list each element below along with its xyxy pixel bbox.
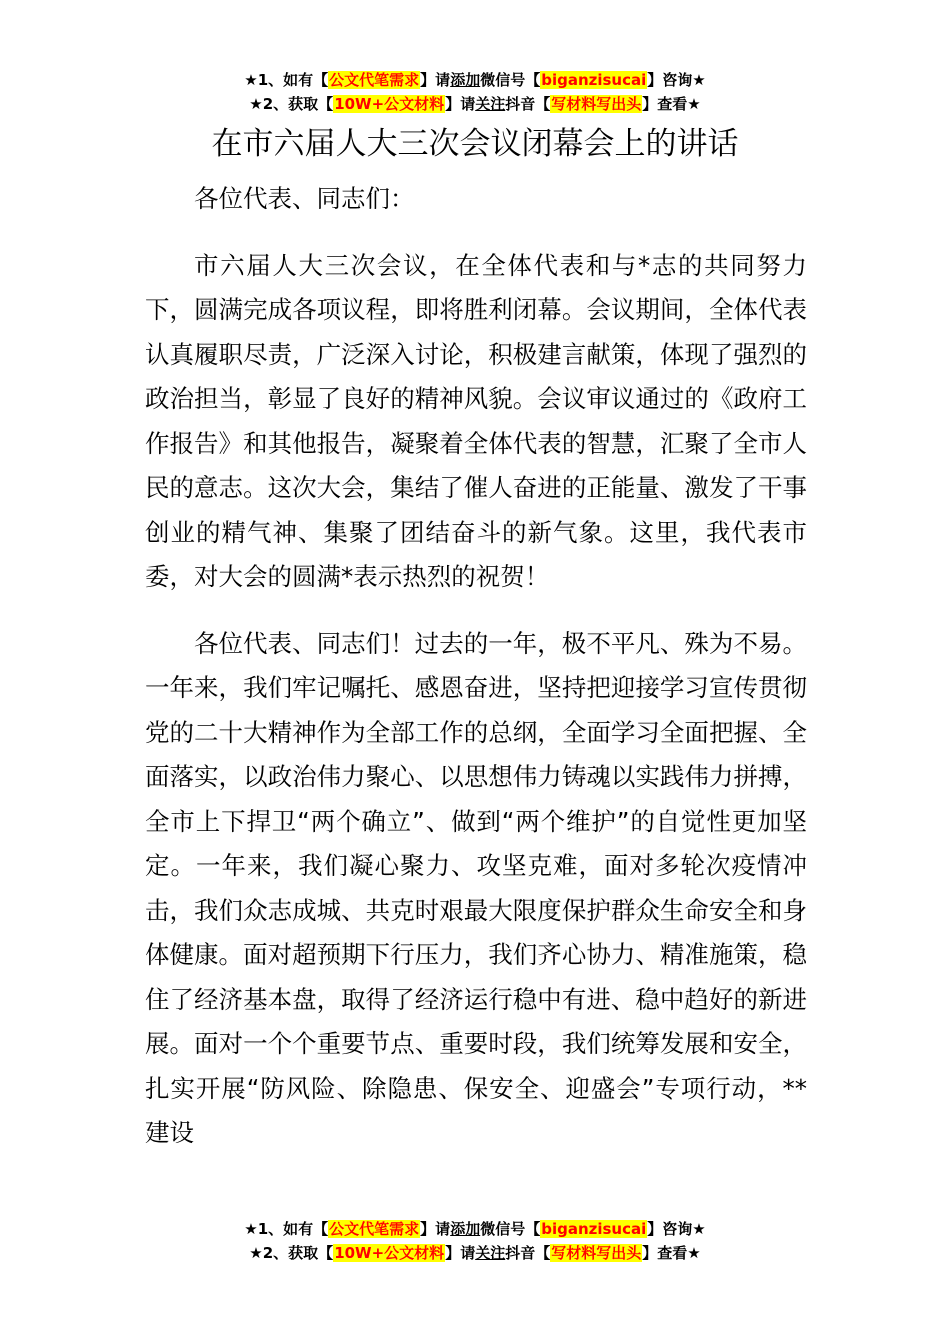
paragraph: 市六届人大三次会议，在全体代表和与*志的共同努力下，圆满完成各项议程，即将胜利闭幕。会议期间，全体代表认真履职尽责，广泛深入讨论，积极建言献策，体现了强烈的政治担当，彰显了良好的精神风貌。会议审议通过的《政府工作报告》和其他报告，凝聚着全体代表的智慧，汇聚了全市人民的意志。这次大会，集结了催人奋进的正能量、激发了干事创业的精气神、集聚了团结奋斗的新气象。这里，我代表市委，对大会的圆满*表示热烈的祝贺！	[145, 250, 807, 591]
promo-line-1: ★1、如有【公文代笔需求】请添加微信号【biganzisucai】咨询★	[244, 1220, 706, 1238]
highlight-wechat-id: biganzisucai	[541, 1220, 647, 1238]
document-title: 在市六届人大三次会议闭幕会上的讲话	[211, 126, 739, 162]
highlight-service: 公文代笔需求	[329, 71, 420, 89]
highlight-douyin-id: 写材料写出头	[551, 95, 642, 113]
salutation: 各位代表、同志们：	[194, 184, 415, 213]
highlight-service: 公文代笔需求	[329, 1220, 420, 1238]
promo-line-1: ★1、如有【公文代笔需求】请添加微信号【biganzisucai】咨询★	[244, 71, 706, 89]
promo-footer	[0, 1217, 950, 1265]
highlight-douyin-id: 写材料写出头	[551, 1244, 642, 1262]
highlight-materials: 10W+公文材料	[334, 1244, 445, 1262]
document-body	[145, 177, 807, 1156]
promo-line-2: ★2、获取【10W+公文材料】请关注抖音【写材料写出头】查看★	[249, 95, 701, 113]
paragraph: 各位代表、同志们！过去的一年，极不平凡、殊为不易。一年来，我们牢记嘱托、感恩奋进，坚持把迎接学习宣传贯彻党的二十大精神作为全部工作的总纲，全面学习全面把握、全面落实，以政治伟力聚心、以思想伟力铸魂以实践伟力拼搏，全市上下捍卫“两个确立”、做到“两个维护”的自觉性更加坚定。一年来，我们凝心聚力、攻坚克难，面对多轮次疫情冲击，我们众志成城、共克时艰最大限度保护群众生命安全和身体健康。面对超预期下行压力，我们齐心协力、精准施策，稳住了经济基本盘，取得了经济运行稳中有进、稳中趋好的新进展。面对一个个重要节点、重要时段，我们统筹发展和安全，扎实开展“防风险、除隐患、保安全、迎盛会”专项行动，**建设	[145, 628, 807, 1147]
highlight-materials: 10W+公文材料	[334, 95, 445, 113]
promo-header	[0, 68, 950, 116]
highlight-wechat-id: biganzisucai	[541, 71, 647, 89]
promo-line-2: ★2、获取【10W+公文材料】请关注抖音【写材料写出头】查看★	[249, 1244, 701, 1262]
